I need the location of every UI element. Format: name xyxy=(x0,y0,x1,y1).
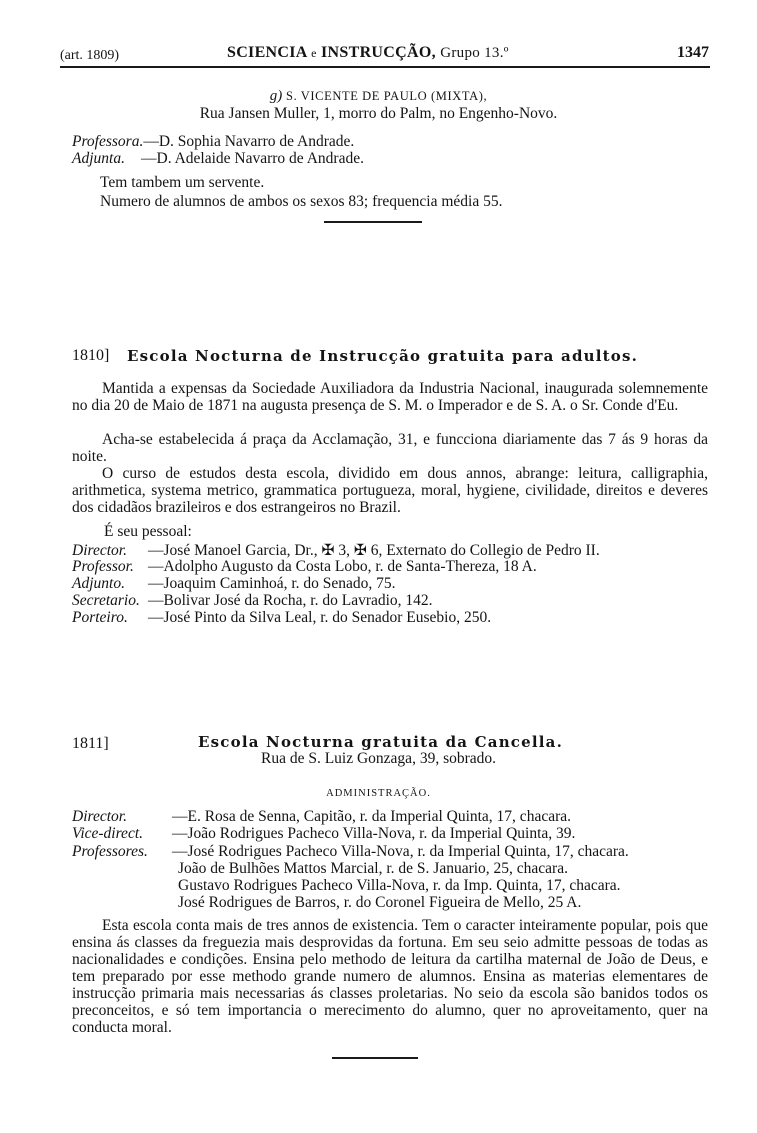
section-g-staff-row xyxy=(72,150,364,168)
section-g-address: Rua Jansen Muller, 1, morro do Palm, no Engenho-Novo. xyxy=(199,105,558,122)
staff-role: Professores. xyxy=(72,843,148,860)
section-g-label: g) xyxy=(269,88,283,104)
section-1811-staff-row xyxy=(72,825,575,843)
staff-role: Secretario. xyxy=(72,592,140,609)
section-1811-admin-heading: ADMINISTRAÇÃO. xyxy=(326,788,431,799)
page-number: 1347 xyxy=(677,44,709,61)
staff-name: —José Rodrigues Pacheco Villa-Nova, r. da Imperial Quinta, 17, chacara. xyxy=(172,843,629,860)
section-1810-staff-row xyxy=(72,575,396,593)
section-1811-number: 1811] xyxy=(72,735,109,752)
section-1810-personnel-intro: É seu pessoal: xyxy=(104,523,192,540)
section-1810-title: Escola Nocturna de Instrucção gratuita para adultos. xyxy=(127,347,639,365)
section-1810-paragraph: Acha-se estabelecida á praça da Acclamação, 31, e funcciona diariamente das 7 ás 9 horas da noite. xyxy=(72,431,708,465)
staff-name: —Joaquim Caminhoá, r. do Senado, 75. xyxy=(148,575,396,592)
staff-name: —José Manoel Garcia, Dr., ✠ 3, ✠ 6, Externato do Collegio de Pedro II. xyxy=(148,542,600,559)
staff-name: —Adolpho Augusto da Costa Lobo, r. de Santa-Thereza, 18 A. xyxy=(148,558,537,575)
staff-name: —Bolivar José da Rocha, r. do Lavradio, 142. xyxy=(148,592,433,609)
header-group: Grupo 13.º xyxy=(440,45,509,61)
section-1810-paragraph: O curso de estudos desta escola, dividido em dous annos, abrange: leitura, calligraphia, arithmetica, systema metrico, grammatica portugueza, moral, hygiene, civilidade, direitos e deveres dos cidadãos brazileiros e dos estrangeiros no Brazil. xyxy=(72,465,708,516)
staff-role: Professor. xyxy=(72,558,134,575)
header-rule xyxy=(60,66,710,68)
staff-role: Director. xyxy=(72,808,127,825)
section-1811-paragraph: Esta escola conta mais de tres annos de existencia. Tem o caracter inteiramente popular, pois que ensina ás classes da freguezia mais desprovidas da fortuna. Em seu seio admitte pessoas de todas as nacionalidades e condições. Ensina pelo methodo de leitura da cartilha maternal de João de Deus, e tem preparado por esse methodo grande numero de alumnos. Ensina as materias elementares de instrucção primaria mais necessarias ás classes proletarias. No seio da escola são banidos todos os preconceitos, e só tem importancia o merecimento do alumno, quer no aproveitamento, quer na conducta moral. xyxy=(72,917,708,1036)
staff-name: —D. Adelaide Navarro de Andrade. xyxy=(141,150,364,167)
staff-role: Adjunto. xyxy=(72,575,125,592)
staff-role: Professora. xyxy=(72,133,144,150)
section-g-name: S. VICENTE DE PAULO (MIXTA), xyxy=(286,89,488,103)
header-title xyxy=(227,44,509,62)
section-1811-staff-row xyxy=(72,808,571,826)
section-1811-staff-row xyxy=(72,843,629,861)
section-1810-staff-row xyxy=(72,609,491,627)
staff-role: Director. xyxy=(72,542,127,559)
section-1810-staff-row xyxy=(72,558,537,576)
section-1811-title: Escola Nocturna gratuita da Cancella. xyxy=(198,733,564,751)
staff-name: —José Pinto da Silva Leal, r. do Senador Eusebio, 250. xyxy=(148,609,492,626)
section-1810-number: 1810] xyxy=(72,347,110,364)
section-g-staff-row xyxy=(72,133,354,151)
section-1811-address: Rua de S. Luiz Gonzaga, 39, sobrado. xyxy=(260,750,497,767)
section-1811-professor-line: João de Bulhões Mattos Marcial, r. de S. Januario, 25, chacara. xyxy=(178,860,568,877)
staff-name: —D. Sophia Navarro de Andrade. xyxy=(143,133,355,150)
header-article-ref: (art. 1809) xyxy=(60,48,120,63)
header-title-main: SCIENCIA xyxy=(227,44,307,61)
separator-rule xyxy=(332,1057,418,1059)
section-g-heading xyxy=(0,88,757,105)
header-title-conj: e xyxy=(311,46,317,60)
staff-name: —João Rodrigues Pacheco Villa-Nova, r. da Imperial Quinta, 39. xyxy=(172,825,576,842)
separator-rule xyxy=(324,221,422,223)
section-1811-professor-line: Gustavo Rodrigues Pacheco Villa-Nova, r. da Imp. Quinta, 17, chacara. xyxy=(178,877,621,894)
staff-name: —E. Rosa de Senna, Capitão, r. da Imperial Quinta, 17, chacara. xyxy=(172,808,571,825)
staff-role: Porteiro. xyxy=(72,609,128,626)
section-1810-paragraph: Mantida a expensas da Sociedade Auxiliadora da Industria Nacional, inaugurada solemnemente no dia 20 de Maio de 1871 na augusta presença de S. M. o Imperador e de S. A. o Sr. Conde d'Eu. xyxy=(72,380,708,414)
header-title-rest: INSTRUCÇÃO, xyxy=(321,44,436,61)
section-1811-professor-line: José Rodrigues de Barros, r. do Coronel Figueira de Mello, 25 A. xyxy=(178,894,582,911)
section-g-line: Numero de alumnos de ambos os sexos 83; frequencia média 55. xyxy=(100,193,503,210)
staff-role: Vice-direct. xyxy=(72,825,143,842)
section-g-line: Tem tambem um servente. xyxy=(100,174,265,191)
section-1810-staff-row xyxy=(72,592,433,610)
staff-role: Adjunta. xyxy=(72,150,125,167)
